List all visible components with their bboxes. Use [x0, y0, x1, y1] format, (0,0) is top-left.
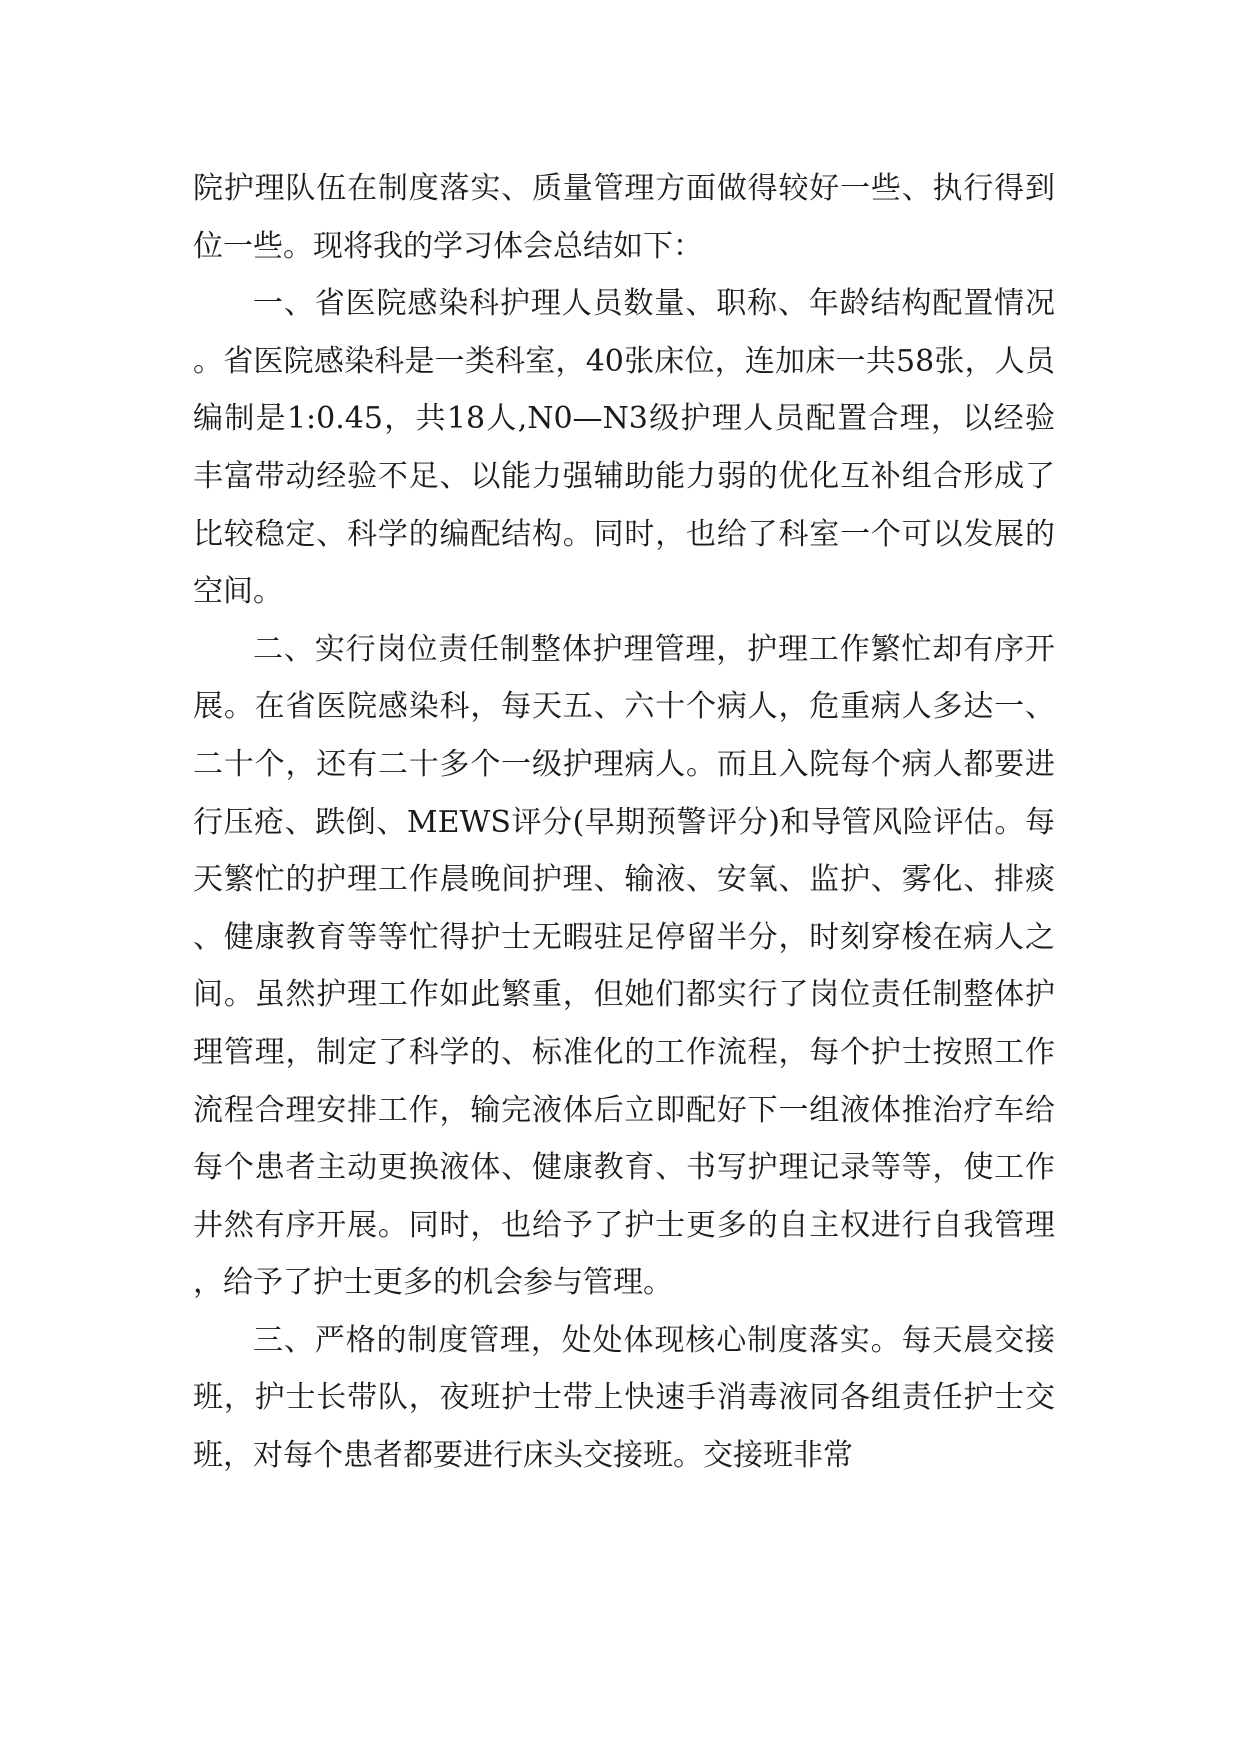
paragraph-staffing: 一、省医院感染科护理人员数量、职称、年龄结构配置情况。省医院感染科是一类科室，40张床位，连加床一共58张，人员编制是1:0.45，共18人,N0—N3级护理人员配置合理，以经验丰富带动经验不足、以能力强辅助能力弱的优化互补组合形成了比较稳定、科学的编配结构。同时，也给了科室一个可以发展的空间。 [193, 286, 1055, 610]
paragraph-responsibility-nursing: 二、实行岗位责任制整体护理管理，护理工作繁忙却有序开展。在省医院感染科，每天五、六十个病人，危重病人多达一、二十个，还有二十多个一级护理病人。而且入院每个病人都要进行压疮、跌倒、MEWS评分(早期预警评分)和导管风险评估。每天繁忙的护理工作晨晚间护理、输液、安氧、监护、雾化、排痰、健康教育等等忙得护士无暇驻足停留半分，时刻穿梭在病人之间。虽然护理工作如此繁重，但她们都实行了岗位责任制整体护理管理，制定了科学的、标准化的工作流程，每个护士按照工作流程合理安排工作，输完液体后立即配好下一组液体推治疗车给每个患者主动更换液体、健康教育、书写护理记录等等，使工作井然有序开展。同时，也给予了护士更多的自主权进行自我管理，给予了护士更多的机会参与管理。 [193, 631, 1055, 1301]
document-body [193, 160, 1055, 1485]
paragraph-continuation: 院护理队伍在制度落实、质量管理方面做得较好一些、执行得到位一些。现将我的学习体会总结如下： [193, 171, 1055, 264]
paragraph-system-management: 三、严格的制度管理，处处体现核心制度落实。每天晨交接班，护士长带队，夜班护士带上快速手消毒液同各组责任护士交班，对每个患者都要进行床头交接班。交接班非常 [193, 1322, 1055, 1474]
